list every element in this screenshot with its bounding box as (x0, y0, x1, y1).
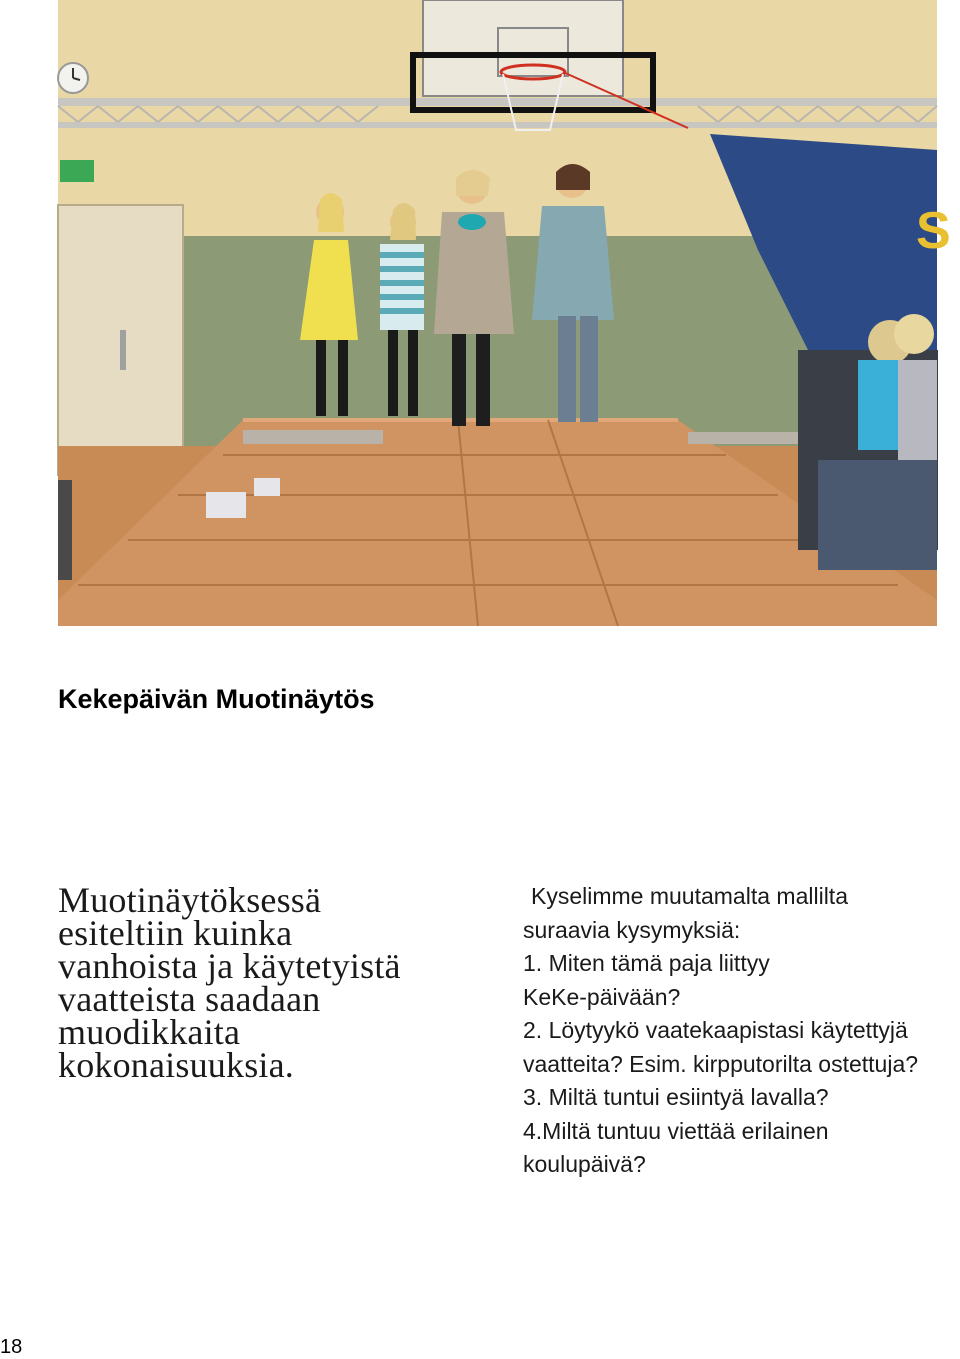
question-2: 2. Löytyykö vaatekaapistasi käytettyjä (523, 1017, 908, 1043)
question-1: 1. Miten tämä paja liittyy (523, 950, 770, 976)
question-2-cont: vaatteita? Esim. kirpputorilta ostettuja? (523, 1050, 919, 1077)
intro-line: vaatteista saadaan (58, 979, 321, 1019)
intro-line: Muotinäytöksessä (58, 880, 322, 920)
questions-intro-line: suraavia kysymyksiä: (523, 916, 741, 943)
question-4-cont: koulupäivä? (523, 1151, 646, 1177)
intro-line: vanhoista ja käytetyistä (58, 946, 401, 986)
intro-paragraph (58, 880, 478, 1085)
photo-illustration (58, 0, 951, 626)
intro-line: kokonaisuuksia. (58, 1045, 294, 1085)
question-1-cont: KeKe-päivään? (523, 983, 681, 1010)
questions-intro-line: Kyselimme muutamalta mallilta (531, 883, 848, 909)
fashion-show-photo (58, 0, 951, 626)
page-number: 18 (0, 1336, 23, 1358)
intro-line: muodikkaita (58, 1012, 241, 1052)
question-3: 3. Miltä tuntui esiintyä lavalla? (523, 1084, 829, 1110)
question-4: 4.Miltä tuntuu viettää erilainen (523, 1117, 829, 1144)
intro-line: esiteltiin kuinka (58, 913, 293, 953)
svg-text:S: S (916, 202, 951, 260)
page-heading: Kekepäivän Muotinäytös (58, 684, 375, 714)
interview-questions (523, 880, 955, 1182)
